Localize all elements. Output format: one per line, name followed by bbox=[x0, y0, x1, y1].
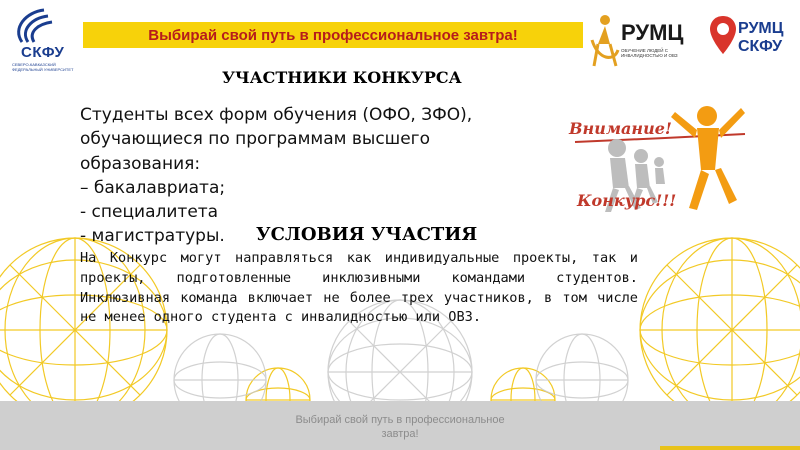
participants-line: – бакалавриата; bbox=[80, 177, 226, 198]
rumc-skfu-line1: РУМЦ bbox=[738, 20, 784, 37]
rumc-skfu-line2: СКФУ bbox=[738, 38, 783, 55]
rumc-logo-subtitle: ОБУЧЕНИЕ ЛЮДЕЙ С ИНВАЛИДНОСТЬЮ И ОВЗ bbox=[621, 48, 678, 58]
rumc-logo-name: РУМЦ bbox=[621, 20, 684, 45]
participants-line: - специалитета bbox=[80, 202, 219, 223]
footer-accent bbox=[660, 446, 800, 450]
location-pin-icon bbox=[708, 14, 738, 64]
skfu-logo-name: СКФУ bbox=[21, 44, 65, 61]
skfu-logo bbox=[4, 6, 82, 76]
rumc-skfu-logo bbox=[708, 8, 798, 70]
rumc-logo bbox=[588, 10, 706, 72]
attention-word: Внимание! bbox=[569, 119, 672, 138]
contest-runners-image bbox=[555, 90, 753, 230]
participants-line: Студенты всех форм обучения (ОФО, ЗФО), bbox=[80, 105, 473, 125]
rumc-figure-icon bbox=[588, 10, 622, 70]
footer-text bbox=[280, 413, 520, 441]
skfu-logo-subtitle: СЕВЕРО-КАВКАЗСКИЙ ФЕДЕРАЛЬНЫЙ УНИВЕРСИТЕТ bbox=[12, 62, 74, 72]
conditions-text: На Конкурс могут направляться как индивидуальные проекты, так и проекты, подготовленные инклюзивными командами студентов. Инклюзивная команда включает не более трех участников, в том числе не менее одного студента с инвалидностью или ОВЗ. bbox=[80, 250, 638, 326]
banner-text: Выбирай свой путь в профессиональное завтра! bbox=[148, 26, 518, 44]
footer-line: Выбирай свой путь в профессиональное bbox=[295, 414, 505, 426]
header-banner bbox=[83, 22, 583, 48]
participants-line: образования: bbox=[80, 153, 201, 174]
footer-line: завтра! bbox=[381, 428, 419, 440]
participants-line: обучающиеся по программам высшего bbox=[80, 129, 431, 150]
participants-heading: УЧАСТНИКИ КОНКУРСА bbox=[222, 68, 462, 87]
participants-line: - магистратуры. bbox=[80, 226, 225, 247]
skfu-emblem-icon bbox=[4, 6, 82, 46]
conditions-heading: УСЛОВИЯ УЧАСТИЯ bbox=[256, 224, 478, 245]
contest-word: Конкурс!!! bbox=[577, 191, 677, 210]
